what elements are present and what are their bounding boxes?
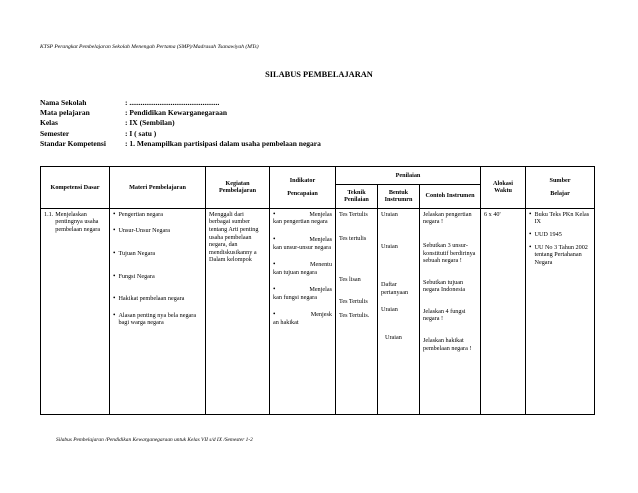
bullet-icon: • — [273, 234, 276, 243]
header-note: KTSP Perangkat Pembelajaran Sekolah Menengah Pertama (SMP)/Madrasah Tsanawiyah (MTs) — [40, 44, 259, 50]
info-label: Nama Sekolah — [40, 98, 87, 107]
indikator-rest: kan fungsi negara — [273, 293, 317, 301]
header-sumber-line2: Belajar — [550, 189, 570, 197]
cell-indikator — [270, 208, 336, 414]
bentuk-item: Daftar pertanyaan — [381, 280, 409, 296]
sumber-item: UU No 3 Tahun 2002 tentang Pertahanan Negara — [534, 243, 588, 266]
indikator-first: Menjesk — [310, 311, 332, 319]
table-row — [41, 208, 595, 414]
page-title: SILABUS PEMBELAJARAN — [265, 70, 373, 79]
info-row-school — [40, 98, 321, 108]
cell-kompetensi — [41, 208, 110, 414]
header-bentuk: Bentuk Instrumrn — [378, 184, 420, 208]
indikator-rest: an hakikat — [273, 319, 299, 327]
footer-note: Silabus Pembelajaran /Pendidikan Kewarganegaraan untuk Kelas VII s/d IX /Semester 1-2 — [56, 437, 253, 443]
contoh-item: Sebutkan 3 unsur-konstitutif berdirinya sebuah negara ! — [423, 241, 476, 265]
sumber-item: UUD 1945 — [534, 230, 562, 238]
list-item — [113, 227, 202, 235]
info-row-competency-standard — [40, 139, 321, 149]
indikator-rest: kan unsur-unsur negara — [273, 243, 331, 251]
teknik-item: Tes tertulis — [339, 235, 367, 243]
bullet-icon: • — [113, 226, 116, 235]
list-item — [529, 211, 591, 226]
list-item — [113, 250, 202, 258]
info-row-class — [40, 118, 321, 128]
header-indikator — [270, 167, 336, 209]
header-teknik: Teknik Penilaian — [336, 184, 378, 208]
contoh-item: Jelaskan hakikat pembelaan negara ! — [423, 337, 472, 352]
info-value: : 1. Menampilkan partisipasi dalam usaha pembelaan negara — [125, 138, 321, 148]
bullet-icon: • — [529, 209, 532, 218]
list-item — [529, 231, 591, 239]
bullet-icon: • — [113, 310, 116, 319]
contoh-item: Jelaskan pengertian negara ! — [423, 210, 472, 226]
info-value: : I ( satu ) — [125, 128, 157, 138]
bullet-icon: • — [273, 260, 276, 269]
bullet-icon: • — [113, 248, 116, 257]
alokasi-value: 6 x 40' — [484, 210, 501, 218]
list-item — [273, 236, 332, 251]
materi-item: Fungsi Negara — [118, 272, 155, 280]
info-label: Mata pelajaran — [40, 108, 90, 118]
materi-item: Hakikat pembelaan negara — [118, 295, 185, 303]
info-label: Kelas — [40, 118, 58, 128]
list-item — [273, 211, 332, 226]
header-indikator-line2: Pencapaian — [287, 189, 318, 197]
bentuk-item: Uraian — [381, 243, 398, 251]
list-item — [113, 211, 202, 219]
teknik-item: Tes Tertulis. — [339, 312, 370, 320]
indikator-rest: kan tujuan negara — [273, 268, 317, 276]
contoh-item: Jelaskan 4 fungsi negara ! — [423, 307, 466, 323]
materi-item: Unsur-Unsur Negara — [118, 227, 171, 235]
materi-item: Pengertian negara — [118, 210, 163, 218]
bentuk-item: Uraian — [381, 210, 398, 218]
cell-alokasi — [481, 208, 526, 414]
bentuk-item: Uraian — [385, 333, 402, 341]
bullet-icon: • — [273, 310, 276, 319]
info-label: Semester — [40, 128, 70, 138]
info-value: : IX (Sembilan) — [125, 118, 175, 128]
bentuk-item: Uraian — [381, 306, 398, 314]
teknik-item: Tes Tertulis — [339, 297, 368, 305]
header-indikator-line1: Indikator — [289, 177, 316, 185]
cell-sumber — [526, 208, 595, 414]
bullet-icon: • — [113, 271, 116, 280]
info-label: Standar Kompetensi — [40, 138, 106, 148]
header-contoh: Contoh Instrumen — [420, 184, 481, 208]
info-block — [40, 98, 321, 149]
syllabus-table — [40, 166, 595, 415]
list-item — [273, 261, 332, 276]
indikator-first: Menjelas — [309, 286, 332, 294]
sumber-item: Buku Teks PKn Kelas IX — [534, 210, 590, 226]
list-item — [113, 295, 202, 303]
materi-item: Alasan penting nya bela negara bagi warga negara — [118, 311, 197, 327]
cell-teknik — [336, 208, 378, 414]
indikator-first: Menjelas — [309, 210, 332, 218]
cell-materi — [110, 208, 206, 414]
teknik-item: Tes lisan — [339, 275, 361, 283]
kompetensi-number: 1.1. — [44, 210, 54, 218]
list-item — [113, 273, 202, 281]
list-item — [273, 311, 332, 326]
cell-kegiatan — [206, 208, 270, 414]
indikator-first: Menentu — [310, 261, 332, 269]
materi-item: Tujuan Negara — [118, 249, 156, 257]
header-alokasi: Alokasi Waktu — [481, 167, 526, 209]
info-row-semester — [40, 129, 321, 139]
bullet-icon: • — [529, 242, 532, 251]
contoh-item: Sebutkan tujuan negara Indonesia — [423, 278, 466, 294]
kegiatan-text: Menggali dari berbagai sumber tentang Arti penting usaha pembelaan negara, dan mendiskusikanny a Dalam kelompok — [209, 210, 259, 264]
header-sumber-line1: Sumber — [549, 177, 571, 185]
teknik-item: Tes Tertulis — [339, 210, 368, 218]
list-item — [273, 286, 332, 301]
bullet-icon: • — [273, 285, 276, 294]
bullet-icon: • — [273, 209, 276, 218]
info-row-subject — [40, 108, 321, 118]
cell-bentuk — [378, 208, 420, 414]
list-item — [113, 312, 202, 327]
header-materi: Materi Pembelajaran — [110, 167, 206, 209]
info-value: : Pendidikan Kewarganegaraan — [125, 108, 228, 118]
header-kegiatan: Kegiatan Pembelajaran — [206, 167, 270, 209]
header-penilaian: Penilaian — [336, 167, 481, 185]
bullet-icon: • — [113, 209, 116, 218]
header-kompetensi-dasar: Kompetensi Dasar — [41, 167, 110, 209]
info-value: : ................................................ — [125, 98, 220, 107]
indikator-first: Menjelas — [309, 235, 332, 243]
indikator-rest: kan pengertian negara — [273, 218, 328, 226]
bullet-icon: • — [113, 294, 116, 303]
bullet-icon: • — [529, 229, 532, 238]
header-sumber — [526, 167, 595, 209]
kompetensi-text: Menjelaskan pentingnya usaha pembelaan negara — [55, 210, 101, 233]
list-item — [529, 244, 591, 267]
cell-contoh — [420, 208, 481, 414]
